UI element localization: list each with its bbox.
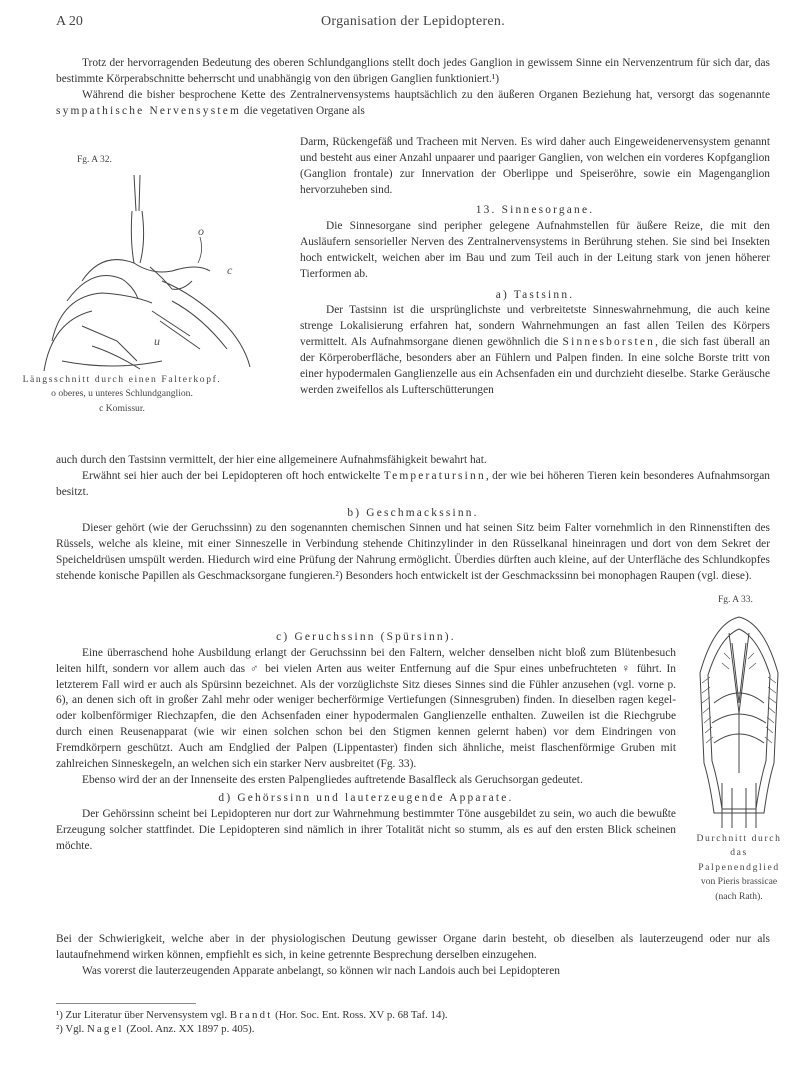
tail-paragraph-2: Was vorerst die lauterzeugenden Apparate anbelangt, so können wir nach Landois auch bei Lepidopteren — [82, 964, 560, 977]
tail-block — [56, 932, 770, 980]
subsection-d-heading: d) Gehörssinn und lauterzeugende Apparate. — [218, 792, 514, 805]
subsection-c-paragraph-2: Ebenso wird der an der Innenseite des ersten Palpengliedes auftretende Basalfleck als Geruchsorgan gedeutet. — [82, 773, 583, 786]
fig33-caption-line4: (nach Rath). — [715, 890, 763, 902]
fn1-end: (Hor. Soc. Ent. Ross. XV p. 68 Taf. 14). — [275, 1009, 448, 1021]
fn2-start: ²) Vgl. — [56, 1023, 85, 1035]
footnote-2 — [56, 1022, 770, 1036]
fig32-letter-o: o — [198, 224, 204, 238]
figure-a33 — [690, 595, 788, 902]
temperatursinn-paragraph — [56, 469, 770, 501]
pa-end: , die sich fast überall an der Körperoberfläche, besonders aber an Fühlern und Palpen finden. In eine solche Borste tritt von einer hypodermalen Ganglienzelle aus ein Achsenfaden ein und durchzieht dieselbe. Starke Geräusche werden zweifellos als Lufterschütterungen — [300, 336, 770, 396]
subsection-d-paragraph: Der Gehörssinn scheint bei Lepidopteren nur dort zur Wahrnehmung bestimmter Töne ausgebildet zu sein, wo auch die bewußte Erzeugung solcher stattfindet. Die Lepidopteren sind nämlich in ihrer Totalität nicht so stumm, als es auf den ersten Blick scheinen möchte. — [56, 808, 676, 852]
figure-a32-label: Fg. A 32. — [77, 155, 112, 165]
footnote-rule — [56, 1003, 196, 1004]
l2-end: , der wie bei höheren Tieren kein besonderes Aufnahmsorgan besitzt. — [56, 469, 770, 498]
running-header — [56, 14, 770, 32]
intro-paragraph-2 — [56, 88, 770, 120]
subsection-b-heading: b) Geschmackssinn. — [347, 506, 479, 519]
section-13-paragraph: Die Sinnesorgane sind peripher gelegene Aufnahmstellen für äußere Reize, die mit den Ausläufern sensorieller Nerven des Zentralnervensystems in Berührung stehen. Sie sind bei Insekten hoch entwickelt, weichen aber im Bau und zum Teil auch in der Leitung stark von jenen höherer Tierformen ab. — [300, 220, 770, 280]
subsection-c-paragraph: Eine überraschend hohe Ausbildung erlangt der Geruchssinn bei den Faltern, welcher denselben nicht bloß zum Blütenbesuch leiten hilft, sondern vor allem auch das ♂ bei vielen Arten aus weiter Entfernung auf die Spur eines unbefruchteten ♀ führt. In letzterem Fall wird er auch als Spürsinn bezeichnet. Als der vorzüglichste Sitz dieses Sinnes sind die Fühler anzusehen (vgl. vorne p. 6), an denen sich oft in großer Zahl mehr oder weniger becherförmige Vertiefungen (Sinnesgruben) finden. In dieselben ragen kegel- oder kolbenförmiger Riechzapfen, die den Achsenfaden einer hypodermalen Ganglienzelle enthalten. Zuweilen ist die Riechgrube durch einen Reusenapparat (wie wir einen solchen schon bei den Stigmen kennen gelernt haben) vor dem Eindringen von Fremdkörpern geschützt. Auch am Endglied der Palpen (Lippentaster) finden sich ähnliche, meist flaschenförmige Gruben mit zahlreichen Sinneskegeln, an welchen sich ein starker Nerv ausbreitet (Fg. 33). — [56, 646, 676, 770]
fig33-caption-line1: Durchnitt durch — [696, 833, 782, 844]
figure-a32-caption — [22, 373, 222, 416]
intro-p2-start: Während die bisher besprochene Kette des Zentralnervensystems hauptsächlich zu den äußeren Organen Beziehung hat, versorgt das sogenannte — [82, 88, 770, 101]
l2-start: Erwähnt sei hier auch der bei Lepidopteren oft hoch entwickelte — [82, 469, 381, 482]
fig32-caption-line2: o oberes, u unteres Schlundganglion. — [51, 388, 193, 400]
right-column — [300, 135, 770, 399]
fn1-spaced: Brandt — [229, 1009, 273, 1021]
pa-start: Der Tastsinn ist die ursprünglichste und verbreitetste Sinneswahrnehmung, die auch keine strenge Lokalisierung erfahren hat, sondern Wahrnehmungen an fast allen Teilen des Körpers vermittelt. Als Aufnahmsorgane dienen gewöhnlich die — [300, 304, 770, 349]
figure-a32-drawing — [22, 171, 272, 376]
intro-p2-end: die vegetativen Organe als — [243, 104, 365, 117]
tastsinn-continuation: auch durch den Tastsinn vermittelt, der hier eine allgemeinere Aufnahmsfähigkeit bewahrt hat. — [56, 454, 487, 466]
figure-a32 — [22, 155, 272, 470]
figure-a33-caption — [688, 832, 790, 904]
footnote-1 — [56, 1008, 770, 1022]
intro-block — [56, 56, 770, 119]
section-13-heading: 13. Sinnesorgane. — [475, 204, 595, 217]
full-width-block — [56, 453, 770, 585]
tail-paragraph-1: Bei der Schwierigkeit, welche aber in der physiologischen Deutung gewisser Organe darin besteht, ob dieselben als lauterzeugend oder nur als lautaufnehmend wirken können, empfiehlt es sich, in keine getrennte Besprechung derselben einzugehen. — [56, 933, 770, 961]
page-number: A 20 — [56, 14, 83, 29]
figure-a33-drawing — [694, 613, 784, 828]
right-col-paragraph: Darm, Rückengefäß und Tracheen mit Nerven. Es wird daher auch Eingeweidenervensystem genannt und besteht aus einer Anzahl unpaarer und paariger Ganglien, von welchen ein vorderes Kopfganglion (Ganglion frontale) zur Innervation der Oberlippe und Speiseröhre, sowie ein Magenganglion hervorzuheben sind. — [300, 136, 770, 196]
fn1-start: ¹) Zur Literatur über Nervensystem vgl. — [56, 1009, 228, 1021]
footnotes — [56, 1008, 770, 1036]
intro-p2-spaced: sympathische Nervensystem — [56, 104, 242, 117]
subsection-b-paragraph: Dieser gehört (wie der Geruchssinn) zu den sogenannten chemischen Sinnen und hat seinen Sitz beim Falter vornehmlich in den Rinnenstiften des Rüssels, welche als kleine, mit einer Sinneszelle in Verbindung stehende Chitinzylinder in den Rüsselkanal hineinragen und dort von dem Sekret der Speicheldrüsen umspült werden. Hiedurch wird eine Prüfung der Nahrung ermöglicht. Überdies dürften auch kleine, auf der Unterfläche des Schlundkopfes stehende konische Papillen als Geschmacksorgane fungieren.²) Besonders hoch entwickelt ist der Geschmackssinn bei monophagen Raupen (vgl. diese). — [56, 522, 770, 582]
l2-spaced: Temperatursinn — [383, 469, 486, 482]
subsection-a-heading: a) Tastsinn. — [495, 288, 575, 301]
fig33-caption-line3: von Pieris brassicae — [700, 876, 778, 888]
fig32-letter-c: c — [227, 263, 233, 277]
subsection-a-paragraph — [300, 303, 770, 398]
fig32-caption-line3: c Komissur. — [99, 402, 145, 414]
running-title: Organisation der Lepidopteren. — [320, 14, 506, 29]
fig32-caption-line1: Längsschnitt durch einen Falterkopf. — [22, 374, 222, 385]
fn2-end: (Zool. Anz. XX 1897 p. 405). — [126, 1023, 255, 1035]
figure-a33-label: Fg. A 33. — [718, 595, 753, 605]
intro-paragraph-1: Trotz der hervorragenden Bedeutung des oberen Schlundganglions stellt doch jedes Ganglion in gewissem Sinne ein Nervenzentrum für sich dar, das bestimmte Körperabschnitte beherrscht und unabhängig von den übrigen Ganglien funktioniert.¹) — [56, 57, 770, 85]
fn2-spaced: Nagel — [86, 1023, 124, 1035]
subsection-c-heading: c) Geruchssinn (Spürsinn). — [276, 631, 456, 643]
fig32-stroke — [134, 175, 140, 211]
fig32-letter-u: u — [154, 334, 160, 348]
left-column — [56, 630, 676, 855]
fig33-caption-line2: das Palpenendglied — [698, 847, 780, 873]
pa-spaced: Sinnesborsten — [562, 336, 656, 349]
